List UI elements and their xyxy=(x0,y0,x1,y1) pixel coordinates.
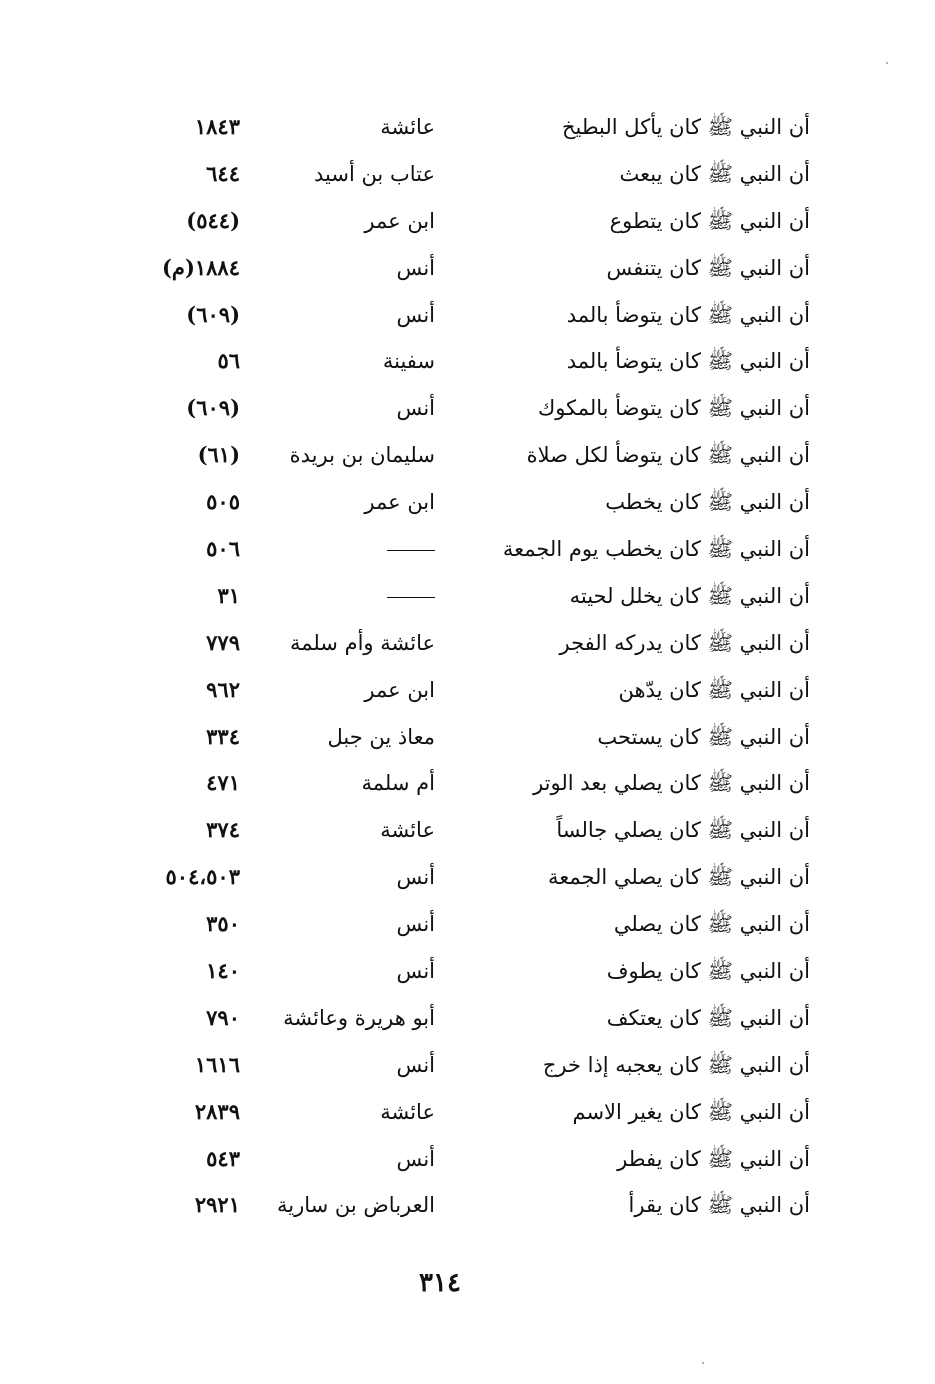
index-row xyxy=(130,479,810,526)
hadith-number: ١٨٤٣ xyxy=(194,114,240,139)
narrator-name xyxy=(255,573,435,620)
index-row xyxy=(130,432,810,479)
hadith-number: ٣١ xyxy=(217,582,240,608)
narrator-name: أنس xyxy=(396,912,435,937)
narrator-name: ابن عمر xyxy=(364,677,435,702)
hadith-opening-text: أن النبي ﷺ كان يقرأ xyxy=(628,1193,810,1218)
narrator-name: أبو هريرة وعائشة xyxy=(283,1005,435,1030)
narrator-name: معاذ ين جبل xyxy=(327,724,435,749)
hadith-number: (٦١) xyxy=(197,442,240,468)
narrator-name: أنس xyxy=(396,959,435,984)
hadith-number: ١٨٨٤(م) xyxy=(162,254,240,280)
narrator-name: أنس xyxy=(396,302,435,327)
hadith-number: ٣٥٠ xyxy=(206,911,240,937)
narrator-name: سفينة xyxy=(382,349,435,374)
narrator-name: العرباض بن سارية xyxy=(276,1193,435,1218)
hadith-number: ٢٩٢١ xyxy=(194,1192,240,1218)
hadith-number: ١٤٠ xyxy=(206,958,240,984)
narrator-name: ابن عمر xyxy=(364,208,435,233)
index-row xyxy=(130,151,810,198)
index-row xyxy=(130,1182,810,1229)
index-row xyxy=(130,573,810,620)
hadith-opening-text: أن النبي ﷺ كان يتطوع xyxy=(609,208,810,233)
hadith-opening-text: أن النبي ﷺ كان يستحب xyxy=(597,724,810,749)
hadith-opening-text: أن النبي ﷺ كان يعتكف xyxy=(606,1005,810,1030)
hadith-opening-text: أن النبي ﷺ كان يخلل لحيته xyxy=(569,583,810,608)
hadith-number: (٦٠٩) xyxy=(186,395,240,421)
narrator-name: أم سلمة xyxy=(361,771,435,796)
hadith-opening-text: أن النبي ﷺ كان يتنفس xyxy=(606,255,810,280)
page-number: ٣١٤ xyxy=(419,1268,461,1298)
narrator-name: عائشة xyxy=(380,818,435,843)
hadith-opening-text: أن النبي ﷺ كان يأكل البطيخ xyxy=(561,115,810,139)
narrator-name: أنس xyxy=(396,865,435,890)
hadith-number: ١٦١٦ xyxy=(194,1051,240,1077)
hadith-opening-text: أن النبي ﷺ كان يطوف xyxy=(606,959,810,984)
hadith-opening-text: أن النبي ﷺ كان يتوضأ بالمد xyxy=(566,302,810,327)
index-row xyxy=(130,760,810,807)
hadith-number: ٣٣٤ xyxy=(206,723,240,749)
hadith-number: ٣٧٤ xyxy=(206,817,240,843)
narrator-name: ابن عمر xyxy=(364,490,435,515)
hadith-opening-text: أن النبي ﷺ كان يتوضأ بالمد xyxy=(566,349,810,374)
hadith-number: ٤٧١ xyxy=(206,770,240,796)
narrator-name: أنس xyxy=(396,1052,435,1077)
index-row xyxy=(130,620,810,667)
narrator-name: عائشة xyxy=(380,1099,435,1124)
index-row xyxy=(130,667,810,714)
narrator-dash xyxy=(387,550,435,551)
index-row xyxy=(130,901,810,948)
hadith-opening-text: أن النبي ﷺ كان يخطب xyxy=(605,490,810,515)
narrator-name: عتاب بن أسيد xyxy=(313,161,435,186)
hadith-opening-text: أن النبي ﷺ كان يدركه الفجر xyxy=(559,630,810,655)
narrator-name: أنس xyxy=(396,396,435,421)
hadith-number: ٥٠٤،٥٠٣ xyxy=(165,864,240,890)
index-row xyxy=(130,292,810,339)
index-row xyxy=(130,995,810,1042)
hadith-opening-text: أن النبي ﷺ كان يصلي xyxy=(613,912,810,937)
hadith-opening-text: أن النبي ﷺ كان يتوضأ لكل صلاة xyxy=(526,443,810,468)
hadith-number: ٥٦ xyxy=(217,348,240,374)
narrator-name: عائشة xyxy=(380,115,435,139)
index-row xyxy=(130,1136,810,1183)
hadith-number: ٩٦٢ xyxy=(206,676,240,702)
hadith-number: ٧٩٠ xyxy=(206,1004,240,1030)
hadith-number: ٥٠٥ xyxy=(206,489,240,515)
scan-speck xyxy=(702,1362,704,1364)
narrator-dash xyxy=(387,597,435,598)
index-row xyxy=(130,338,810,385)
hadith-number: (٦٠٩) xyxy=(186,301,240,327)
hadith-opening-text: أن النبي ﷺ كان يتوضأ بالمكوك xyxy=(537,396,810,421)
index-row xyxy=(130,807,810,854)
narrator-name: أنس xyxy=(396,255,435,280)
index-row xyxy=(130,1042,810,1089)
hadith-opening-text: أن النبي ﷺ كان يصلي جالساً xyxy=(556,818,810,843)
index-row xyxy=(130,526,810,573)
hadith-number: (٥٤٤) xyxy=(186,207,240,233)
hadith-number: ٥٠٦ xyxy=(206,536,240,562)
hadith-opening-text: أن النبي ﷺ كان يعجبه إذا خرج xyxy=(542,1052,810,1077)
index-row xyxy=(130,385,810,432)
narrator-name: عائشة وأم سلمة xyxy=(289,630,435,655)
hadith-opening-text: أن النبي ﷺ كان يبعث xyxy=(619,161,810,186)
narrator-name xyxy=(255,526,435,573)
index-row xyxy=(130,245,810,292)
hadith-number: ٢٨٣٩ xyxy=(194,1098,240,1124)
scan-speck xyxy=(886,62,888,64)
hadith-number: ٧٧٩ xyxy=(206,629,240,655)
index-row xyxy=(130,198,810,245)
hadith-opening-text: أن النبي ﷺ كان يصلي الجمعة xyxy=(547,865,810,890)
hadith-opening-text: أن النبي ﷺ كان يفطر xyxy=(617,1146,810,1171)
hadith-number: ٦٤٤ xyxy=(206,160,240,186)
hadith-opening-text: أن النبي ﷺ كان يدّهن xyxy=(618,677,810,702)
index-row xyxy=(130,854,810,901)
hadith-opening-text: أن النبي ﷺ كان يخطب يوم الجمعة xyxy=(502,537,810,562)
hadith-number: ٥٤٣ xyxy=(206,1145,240,1171)
narrator-name: أنس xyxy=(396,1146,435,1171)
index-row xyxy=(130,104,810,151)
hadith-opening-text: أن النبي ﷺ كان يغير الاسم xyxy=(572,1099,810,1124)
narrator-name: سليمان بن بريدة xyxy=(289,443,435,468)
hadith-index-table xyxy=(130,104,810,1229)
hadith-opening-text: أن النبي ﷺ كان يصلي بعد الوتر xyxy=(533,771,810,796)
index-row xyxy=(130,948,810,995)
index-row xyxy=(130,714,810,761)
index-row xyxy=(130,1089,810,1136)
